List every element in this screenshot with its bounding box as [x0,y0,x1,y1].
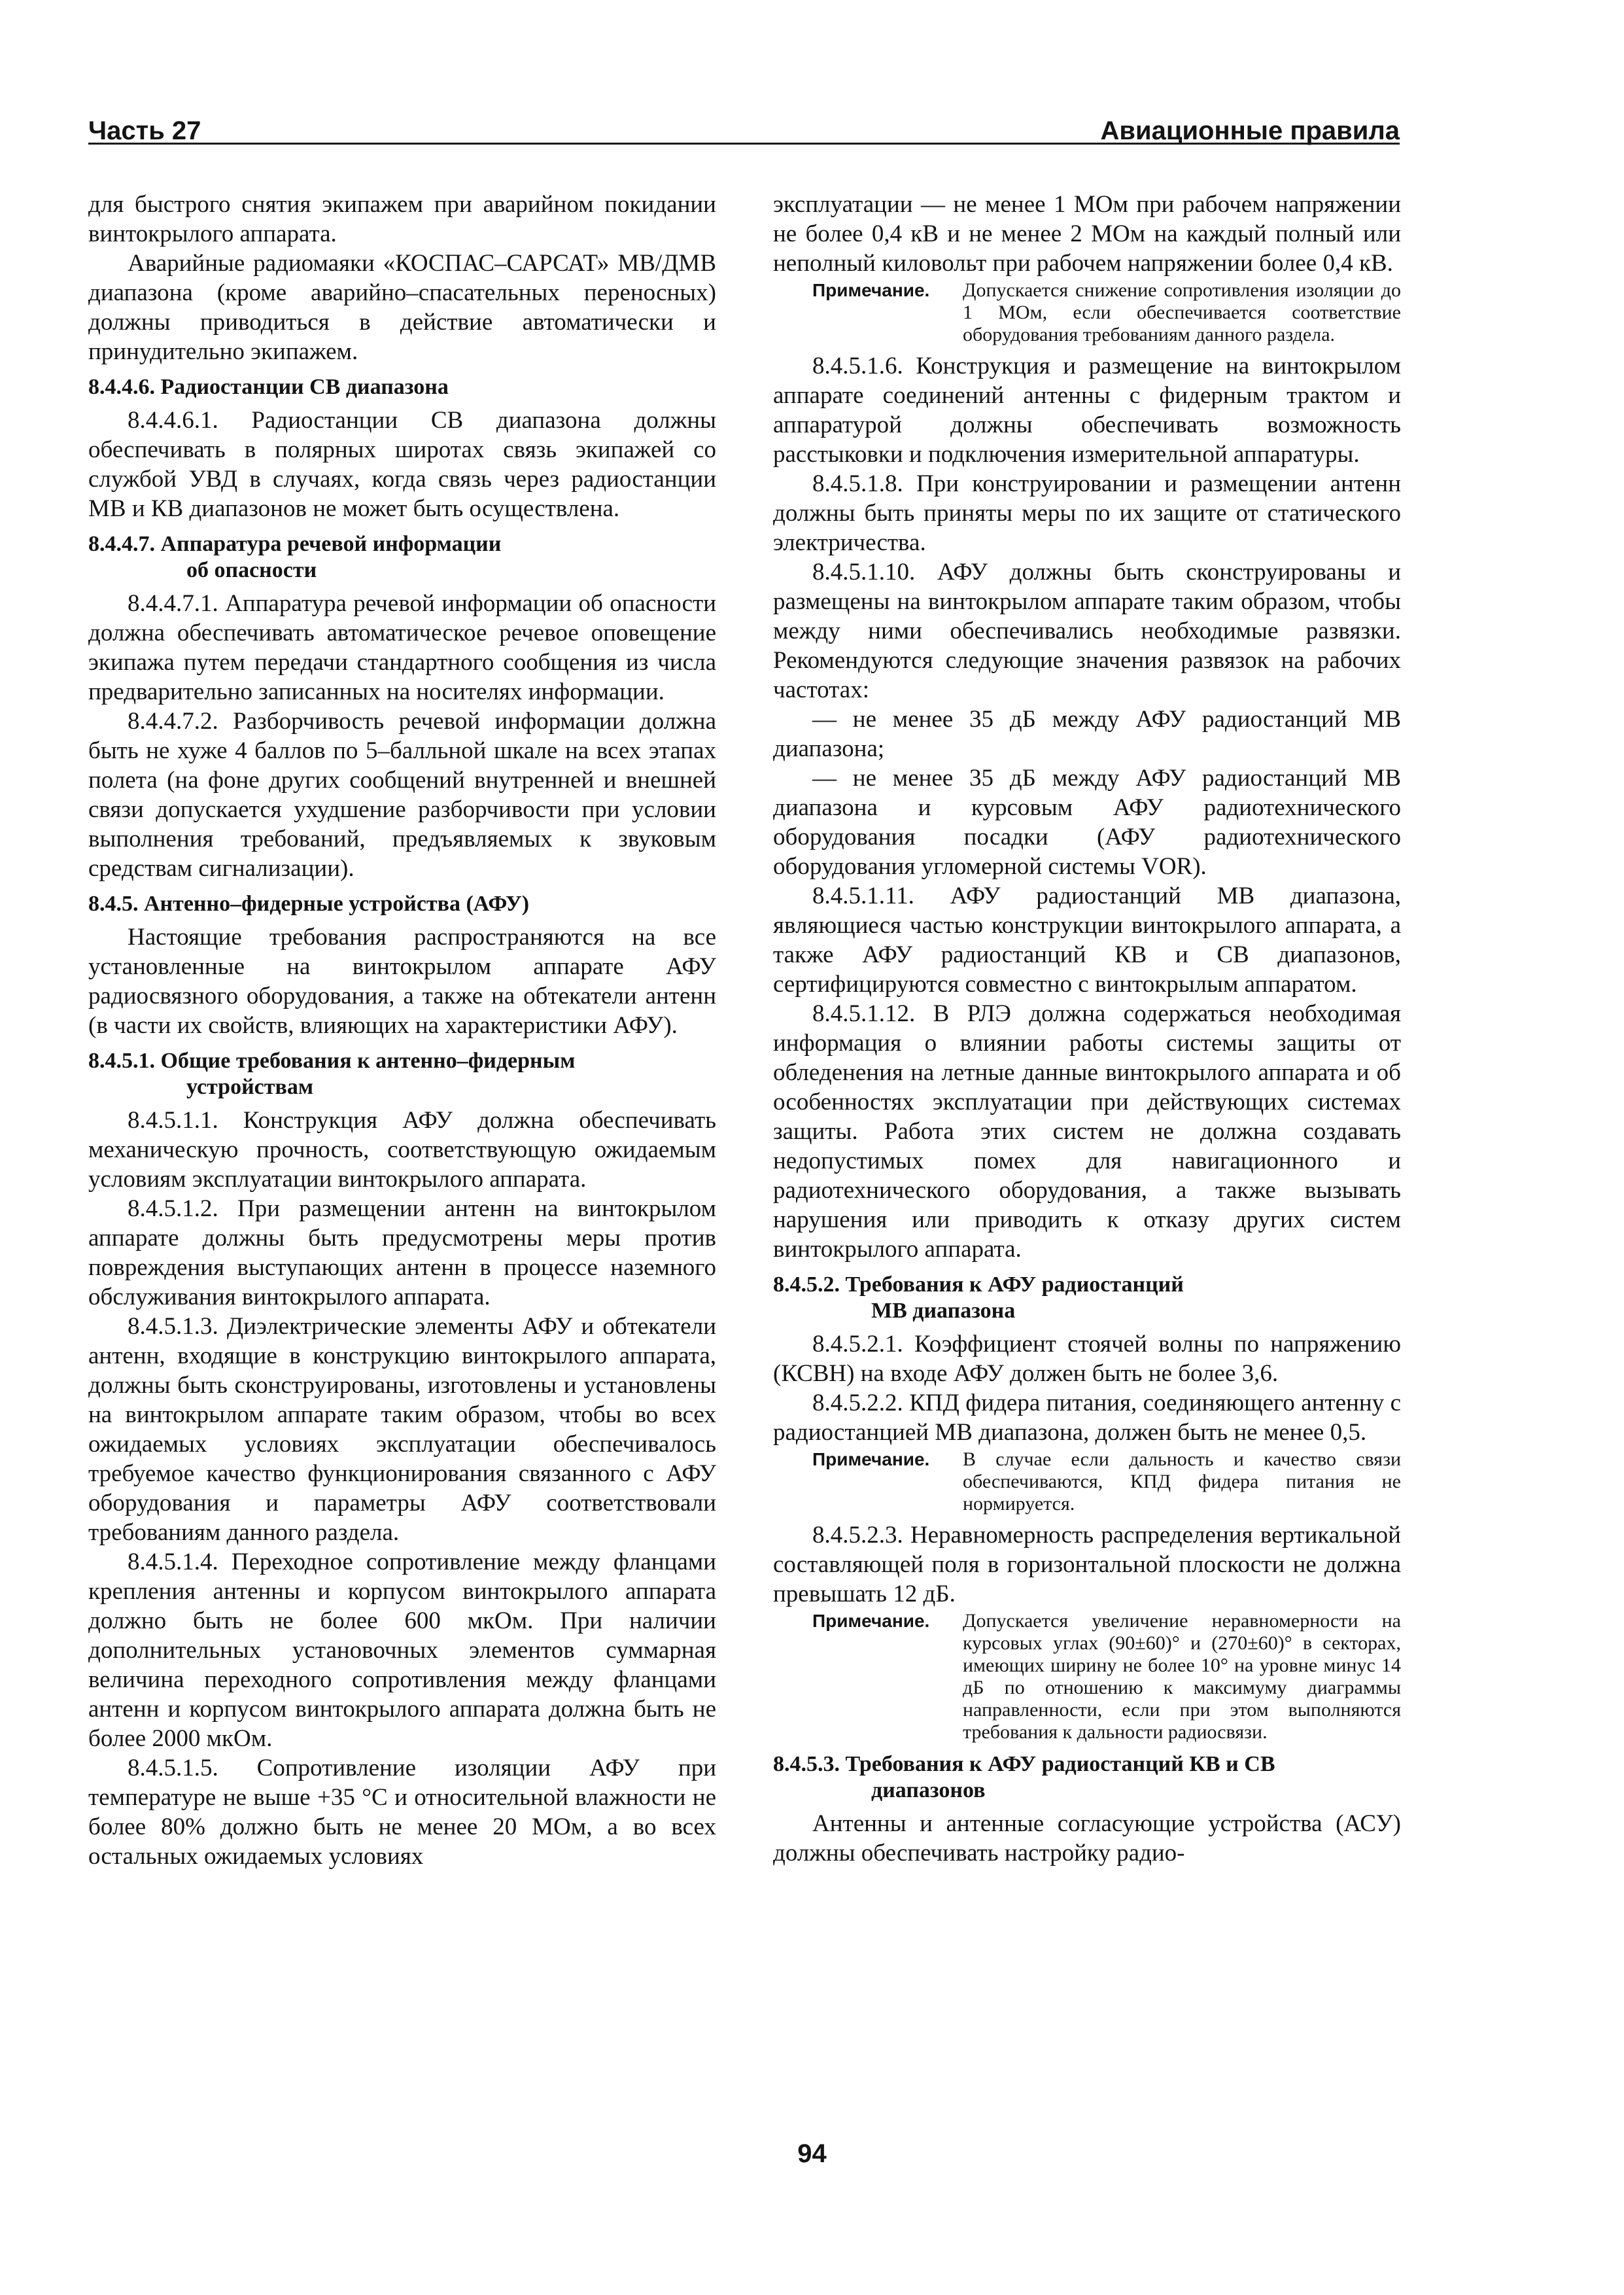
paragraph: 8.4.5.1.2. При размещении антенн на винтокрылом аппарате должны быть предусмотрены меры против повреждения выступающих антенн в процессе наземного обслуживания винтокрылого аппарата. [88,1195,716,1310]
note [773,1448,1401,1515]
paragraph: 8.4.5.1.6. Конструкция и размещение на винтокрылом аппарате соединений антенны с фидерным трактом и аппаратурой должны обеспечивать возможность расстыковки и подключения измерительной аппаратуры. [773,353,1401,468]
paragraph: 8.4.5.1.3. Диэлектрические элементы АФУ и обтекатели антенн, входящие в конструкцию винтокрылого аппарата, должны быть сконструированы, изготовлены и установлены на винтокрылом аппарате таким образом, чтобы во всех ожидаемых условиях эксплуатации обеспечивалось требуемое качество функционирования связанного с АФУ оборудования и параметры АФУ соответствовали требованиям данного раздела. [88,1313,716,1546]
heading-line: 8.4.5.3. Требования к АФУ радиостанций КВ и СВ [773,1752,1275,1776]
paragraph: 8.4.5.1.10. АФУ должны быть сконструированы и размещены на винтокрылом аппарате таким образом, чтобы между ними обеспечивались необходимые развязки. Рекомендуются следующие значения развязок на рабочих частотах: [773,559,1401,703]
section-heading: 8.4.5. Антенно–фидерные устройства (АФУ) [88,892,530,916]
right-column [773,190,1401,2126]
note [773,279,1401,346]
running-header-row [88,105,1400,144]
note-text: Допускается увеличение неравномерности на курсовых углах (90±60)° и (270±60)° в секторах, имеющих ширину не более 10° на уровне минус 14 дБ по отношению к максимуму диаграммы направленности, если при этом выполняются требования к дальности радиосвязи. [963,1610,1401,1743]
paragraph: 8.4.5.1.11. АФУ радиостанций МВ диапазона, являющиеся частью конструкции винтокрылого аппарата, а также АФУ радиостанций КВ и СВ диапазонов, сертифицируются совместно с винтокрылым аппаратом. [773,883,1401,998]
paragraph: Аварийные радиомаяки «КОСПАС–САРСАТ» МВ/ДМВ диапазона (кроме аварийно–спасательных переносных) должны приводиться в действие автоматически и принудительно экипажем. [88,250,716,365]
note-label: Примечание. [812,280,930,300]
paragraph: Антенны и антенные согласующие устройства (АСУ) должны обеспечивать настройку радио- [773,1810,1401,1866]
note [773,1610,1401,1743]
paragraph: 8.4.4.6.1. Радиостанции СВ диапазона должны обеспечивать в полярных широтах связь экипажей со службой УВД в случаях, когда связь через радиостанции МВ и КВ диапазонов не может быть осуществлена. [88,407,716,522]
list-item: — не менее 35 дБ между АФУ радиостанций МВ диапазона; [773,706,1401,762]
paragraph: 8.4.5.1.8. При конструировании и размещении антенн должны быть приняты меры по их защите от статического электричества. [773,470,1401,556]
heading-line: МВ диапазона [871,1299,1016,1323]
left-column [88,190,716,2126]
paragraph: 8.4.5.1.4. Переходное сопротивление между фланцами крепления антенны и корпусом винтокрылого аппарата должно быть не более 600 мкОм. При наличии дополнительных установочных элементов суммарная величина переходного сопротивления между фланцами антенн и корпусом винтокрылого аппарата должна быть не более 2000 мкОм. [88,1549,716,1752]
heading-line: об опасности [186,558,317,582]
document-title: Авиационные правила [1100,116,1400,145]
paragraph: 8.4.5.2.1. Коэффициент стоячей волны по напряжению (КСВН) на входе АФУ должен быть не более 3,6. [773,1331,1401,1387]
paragraph: 8.4.4.7.2. Разборчивость речевой информации должна быть не хуже 4 баллов по 5–балльной шкале на всех этапах полета (на фоне других сообщений внутренней и внешней связи допускается ухудшение разборчивости при условии выполнения требований, предъявляемых к звуковым средствам сигнализации). [88,708,716,882]
paragraph: Настоящие требования распространяются на все установленные на винтокрылом аппарате АФУ радиосвязного оборудования, а также на обтекатели антенн (в части их свойств, влияющих на характеристики АФУ). [88,924,716,1039]
paragraph: 8.4.5.1.1. Конструкция АФУ должна обеспечивать механическую прочность, соответствующую ожидаемым условиям эксплуатации винтокрылого аппарата. [88,1107,716,1193]
note-label: Примечание. [812,1611,930,1631]
heading-line: 8.4.4.7. Аппаратура речевой информации [88,532,502,556]
section-heading [88,531,716,584]
page-number: 94 [797,2139,827,2168]
note-text: В случае если дальность и качество связи обеспечиваются, КПД фидера питания не нормируется. [963,1448,1401,1515]
section-heading [88,1048,716,1100]
part-label: Часть 27 [88,116,201,145]
section-heading [773,1272,1401,1324]
paragraph: 8.4.4.7.1. Аппаратура речевой информации об опасности должна обеспечивать автоматическое речевое оповещение экипажа путем передачи стандартного сообщения из числа предварительно записанных на носителях информации. [88,590,716,705]
section-heading [773,1751,1401,1804]
paragraph: 8.4.5.2.2. КПД фидера питания, соединяющего антенну с радиостанцией МВ диапазона, должен быть не менее 0,5. [773,1390,1401,1446]
heading-line: устройствам [186,1075,313,1099]
heading-line: диапазонов [871,1778,986,1802]
paragraph: 8.4.5.2.3. Неравномерность распределения вертикальной составляющей поля в горизонтальной плоскости не должна превышать 12 дБ. [773,1522,1401,1607]
note-label: Примечание. [812,1449,930,1469]
list-item: — не менее 35 дБ между АФУ радиостанций МВ диапазона и курсовым АФУ радиотехнического оборудования посадки (АФУ радиотехнического оборудования угломерной системы VOR). [773,765,1401,880]
paragraph: 8.4.5.1.12. В РЛЭ должна содержаться необходимая информация о влиянии работы системы защиты от обледенения на летные данные винтокрылого аппарата и об особенностях эксплуатации при действующих системах защиты. Работа этих систем не должна создавать недопустимых помех для навигационного и радиотехнического оборудования, а также вызывать нарушения или приводить к отказу других систем винтокрылого аппарата. [773,1000,1401,1263]
paragraph: эксплуатации — не менее 1 МОм при рабочем напряжении не более 0,4 кВ и не менее 2 МОм на каждый полный или неполный киловольт при рабочем напряжении более 0,4 кВ. [773,191,1401,277]
paragraph: 8.4.5.1.5. Сопротивление изоляции АФУ при температуре не выше +35 °С и относительной влажности не более 80% должно быть не менее 20 МОм, а во всех остальных ожидаемых условиях [88,1755,716,1870]
paragraph: для быстрого снятия экипажем при аварийном покидании винтокрылого аппарата. [88,191,716,247]
header-rule [88,143,1400,145]
section-heading: 8.4.4.6. Радиостанции СВ диапазона [88,375,449,399]
heading-line: 8.4.5.1. Общие требования к антенно–фидерным [88,1049,576,1073]
note-text: Допускается снижение сопротивления изоляции до 1 МОм, если обеспечивается соответствие оборудования требованиям данного раздела. [963,279,1401,345]
heading-line: 8.4.5.2. Требования к АФУ радиостанций [773,1272,1184,1297]
